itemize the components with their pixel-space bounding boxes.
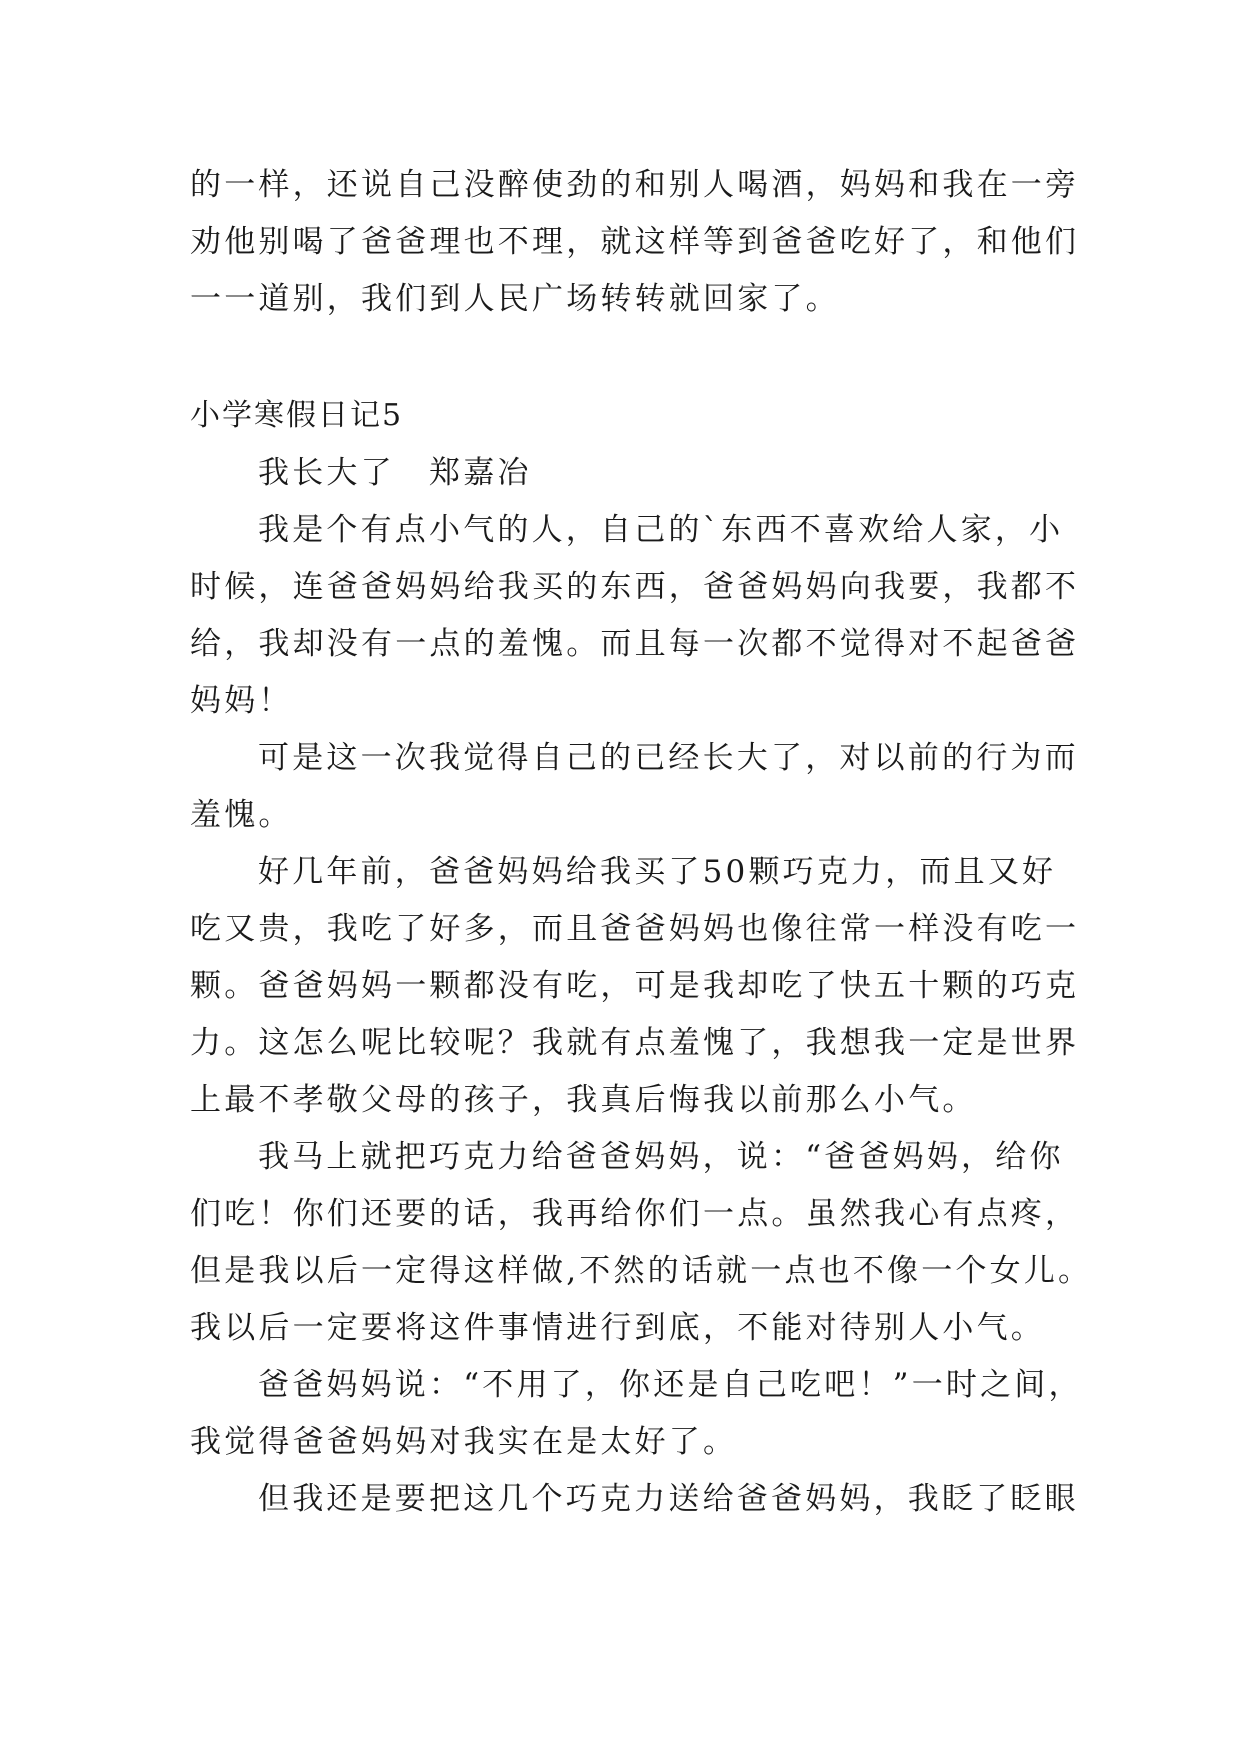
paragraph-line: 吃又贵，我吃了好多，而且爸爸妈妈也像往常一样没有吃一: [190, 911, 1080, 947]
section-title: 小学寒假日记5: [190, 398, 404, 433]
text-line: 一一道别，我们到人民广场转转就回家了。: [190, 281, 840, 317]
paragraph-line: 但是我以后一定得这样做,不然的话就一点也不像一个女儿。: [190, 1253, 1093, 1289]
paragraph-line: 给，我却没有一点的羞愧。而且每一次都不觉得对不起爸爸: [190, 626, 1080, 662]
paragraph-line: 妈妈！: [190, 683, 293, 719]
paragraph-line: 我马上就把巧克力给爸爸妈妈，说：“爸爸妈妈，给你: [258, 1139, 1064, 1175]
text-line: 的一样，还说自己没醉使劲的和别人喝酒，妈妈和我在一旁: [190, 167, 1080, 203]
paragraph-line: 好几年前，爸爸妈妈给我买了50颗巧克力，而且又好: [258, 854, 1057, 890]
paragraph-line: 爸爸妈妈说：“不用了，你还是自己吃吧！”一时之间，: [258, 1367, 1083, 1403]
text-line: 劝他别喝了爸爸理也不理，就这样等到爸爸吃好了，和他们: [190, 224, 1080, 260]
essay-title: 我长大了 郑嘉冶: [258, 455, 532, 491]
paragraph-line: 时候，连爸爸妈妈给我买的东西，爸爸妈妈向我要，我都不: [190, 569, 1080, 605]
paragraph-line: 上最不孝敬父母的孩子，我真后悔我以前那么小气。: [190, 1082, 977, 1118]
paragraph-line: 们吃！你们还要的话，我再给你们一点。虽然我心有点疼，: [190, 1196, 1080, 1232]
paragraph-line: 颗。爸爸妈妈一颗都没有吃，可是我却吃了快五十颗的巧克: [190, 968, 1080, 1004]
paragraph-line: 我以后一定要将这件事情进行到底，不能对待别人小气。: [190, 1310, 1045, 1346]
paragraph-line: 我觉得爸爸妈妈对我实在是太好了。: [190, 1424, 738, 1460]
paragraph-line: 羞愧。: [190, 797, 293, 833]
paragraph-line: 我是个有点小气的人，自己的`东西不喜欢给人家，小: [258, 512, 1064, 548]
paragraph-line: 可是这一次我觉得自己的已经长大了，对以前的行为而: [258, 740, 1079, 776]
paragraph-line: 力。这怎么呢比较呢？我就有点羞愧了，我想我一定是世界: [190, 1025, 1080, 1061]
paragraph-line: 但我还是要把这几个巧克力送给爸爸妈妈，我眨了眨眼: [258, 1481, 1079, 1517]
